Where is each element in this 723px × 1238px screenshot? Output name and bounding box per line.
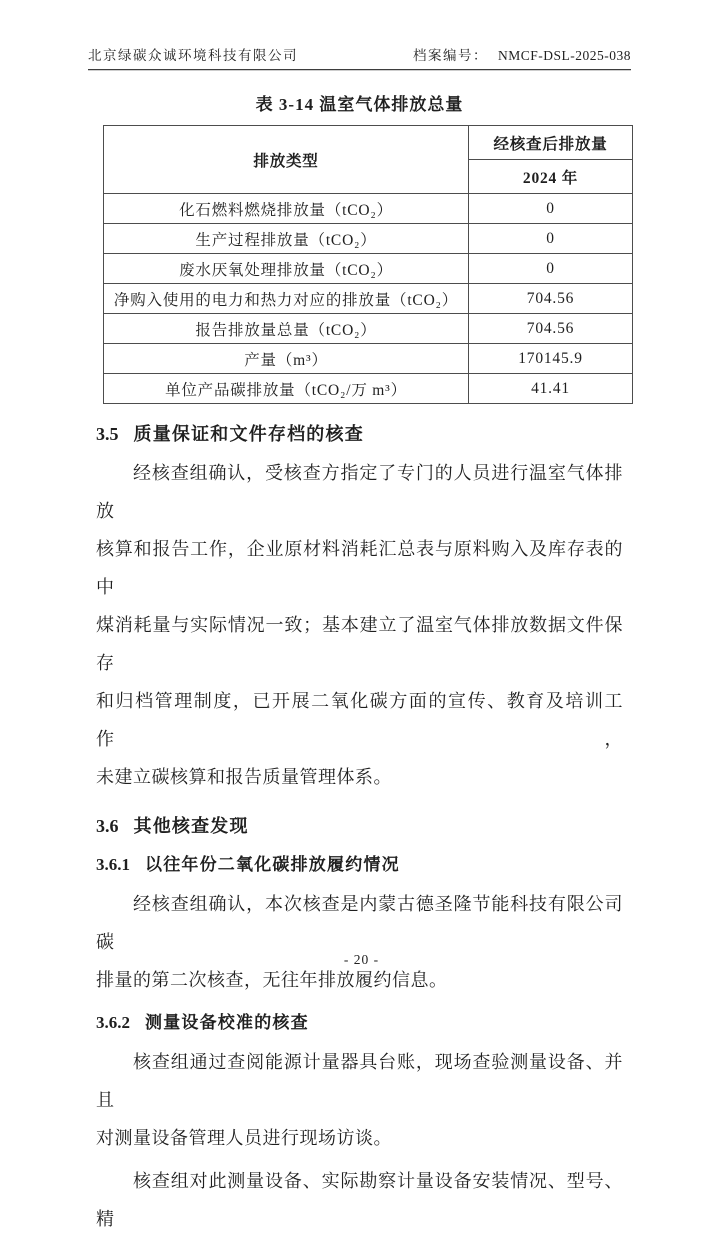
paragraph-line: 核查组对此测量设备、实际勘察计量设备安装情况、型号、精 [96, 1171, 623, 1229]
header-company-name: 北京绿碳众诚环境科技有限公司 [88, 48, 298, 63]
row-label: 生产过程排放量（tCO₂） [104, 224, 469, 254]
section-heading-3-5 [96, 419, 623, 449]
column-header-emission-type: 排放类型 [104, 126, 469, 194]
page-body [96, 90, 623, 1238]
row-value: 704.56 [469, 314, 633, 344]
paragraph-line: 经核查组确认，受核查方指定了专门的人员进行温室气体排放 [96, 463, 623, 521]
section-heading-3-6-1 [96, 850, 623, 880]
table-row [104, 344, 633, 374]
row-value: 170145.9 [469, 344, 633, 374]
page-header [88, 44, 631, 71]
section-title: 其他核查发现 [133, 816, 249, 836]
section-number: 3.6.2 [96, 1013, 130, 1032]
file-number-label: 档案编号： [412, 48, 488, 63]
header-file-number [413, 44, 631, 64]
paragraph-line: 和归档管理制度，已开展二氧化碳方面的宣传、教育及培训工作， [96, 691, 623, 749]
emissions-table [103, 125, 633, 404]
table-header-row [104, 126, 633, 160]
paragraph-line: 煤消耗量与实际情况一致；基本建立了温室气体排放数据文件保存 [96, 615, 623, 673]
paragraph-line: 经核查组确认，本次核查是内蒙古德圣隆节能科技有限公司碳 [96, 894, 623, 952]
row-label: 化石燃料燃烧排放量（tCO₂） [104, 194, 469, 224]
row-value: 0 [469, 194, 633, 224]
table-row [104, 314, 633, 344]
header-rule-secondary [88, 70, 631, 71]
column-header-verified-emissions: 经核查后排放量 [469, 126, 633, 160]
section-title: 测量设备校准的核查 [145, 1013, 309, 1032]
paragraph-line: 未建立碳核算和报告质量管理体系。 [96, 767, 392, 787]
section-3-6-2-paragraph-1 [96, 1043, 623, 1157]
paragraph-line: 核算和报告工作，企业原材料消耗汇总表与原料购入及库存表的中 [96, 539, 623, 597]
section-number: 3.6.1 [96, 855, 130, 874]
section-3-5-paragraph [96, 454, 623, 796]
table-row [104, 284, 633, 314]
row-value: 0 [469, 254, 633, 284]
section-title: 质量保证和文件存档的核查 [133, 424, 364, 444]
section-title: 以往年份二氧化碳排放履约情况 [145, 855, 400, 874]
row-label: 废水厌氧处理排放量（tCO₂） [104, 254, 469, 284]
row-value: 41.41 [469, 374, 633, 404]
paragraph-line: 对测量设备管理人员进行现场访谈。 [96, 1128, 392, 1148]
section-3-6-2-paragraph-2 [96, 1162, 623, 1238]
table-row [104, 374, 633, 404]
row-label: 单位产品碳排放量（tCO₂/万 m³） [104, 374, 469, 404]
table-row [104, 224, 633, 254]
section-3-6-1-paragraph [96, 885, 623, 999]
row-label: 报告排放量总量（tCO₂） [104, 314, 469, 344]
file-number-value: NMCF-DSL-2025-038 [497, 48, 631, 63]
paragraph-line: 排量的第二次核查，无往年排放履约信息。 [96, 970, 448, 990]
section-number: 3.6 [96, 816, 119, 836]
row-value: 0 [469, 224, 633, 254]
section-heading-3-6-2 [96, 1008, 623, 1038]
paragraph-line: 核查组通过查阅能源计量器具台账，现场查验测量设备、并且 [96, 1052, 623, 1110]
page-number: - 20 - [343, 952, 380, 967]
column-header-year: 2024 年 [469, 160, 633, 194]
row-label: 净购入使用的电力和热力对应的排放量（tCO₂） [104, 284, 469, 314]
row-label: 产量（m³） [104, 344, 469, 374]
section-heading-3-6 [96, 811, 623, 841]
table-title: 表 3-14 温室气体排放总量 [255, 95, 464, 114]
table-row [104, 254, 633, 284]
table-row [104, 194, 633, 224]
section-number: 3.5 [96, 424, 119, 444]
row-value: 704.56 [469, 284, 633, 314]
